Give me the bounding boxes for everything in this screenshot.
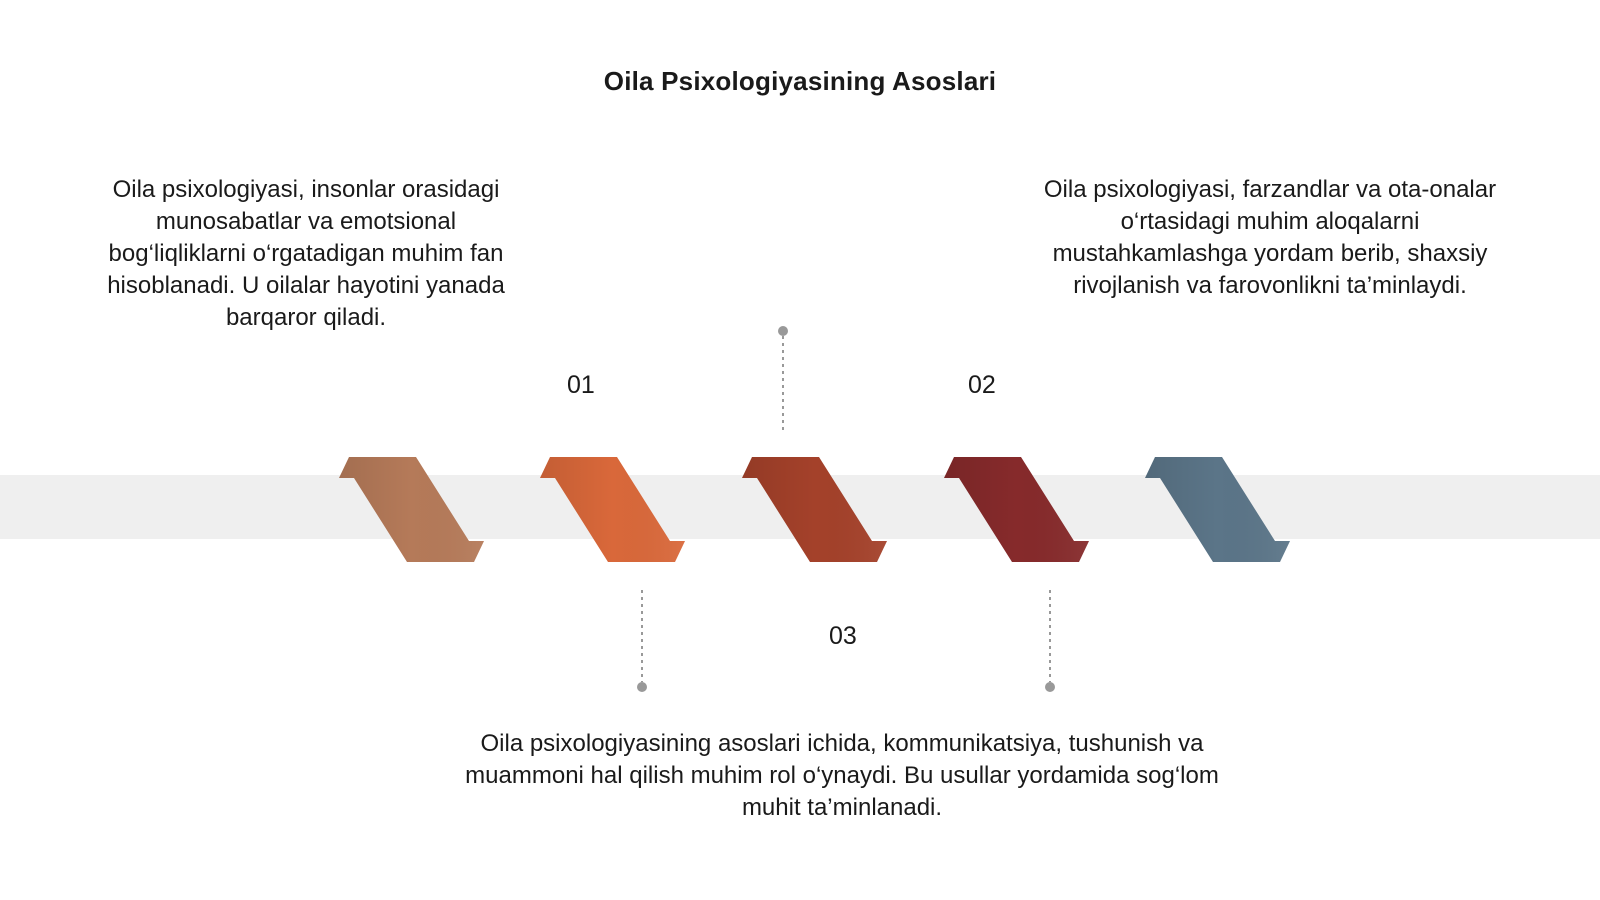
connector-bottom-right bbox=[1045, 590, 1055, 692]
page-title: Oila Psixologiyasining Asoslari bbox=[603, 66, 997, 96]
connector-top bbox=[778, 326, 788, 430]
step-1-description: Oila psixologiyasi, insonlar orasidagi munosabatlar va emotsional bog‘liqliklarni o‘rgatadigan muhim fan hisoblanadi. U oilalar hayotini yanada barqaror qiladi. bbox=[107, 176, 505, 331]
step-3-number: 03 bbox=[829, 622, 857, 650]
step-3-description: Oila psixologiyasining asoslari ichida, kommunikatsiya, tushunish va muammoni hal qilish muhim rol o‘ynaydi. Bu usullar yordamida sog‘lom muhit ta’minlanadi. bbox=[465, 730, 1219, 821]
step-2-number: 02 bbox=[968, 371, 996, 399]
connector-bottom-left bbox=[637, 590, 647, 692]
step-2-description: Oila psixologiyasi, farzandlar va ota-onalar o‘rtasidagi muhim aloqalarni mustahkamlashga yordam berib, shaxsiy rivojlanish va farovonlikni ta’minlaydi. bbox=[1043, 176, 1497, 299]
step-1-number: 01 bbox=[567, 371, 595, 399]
